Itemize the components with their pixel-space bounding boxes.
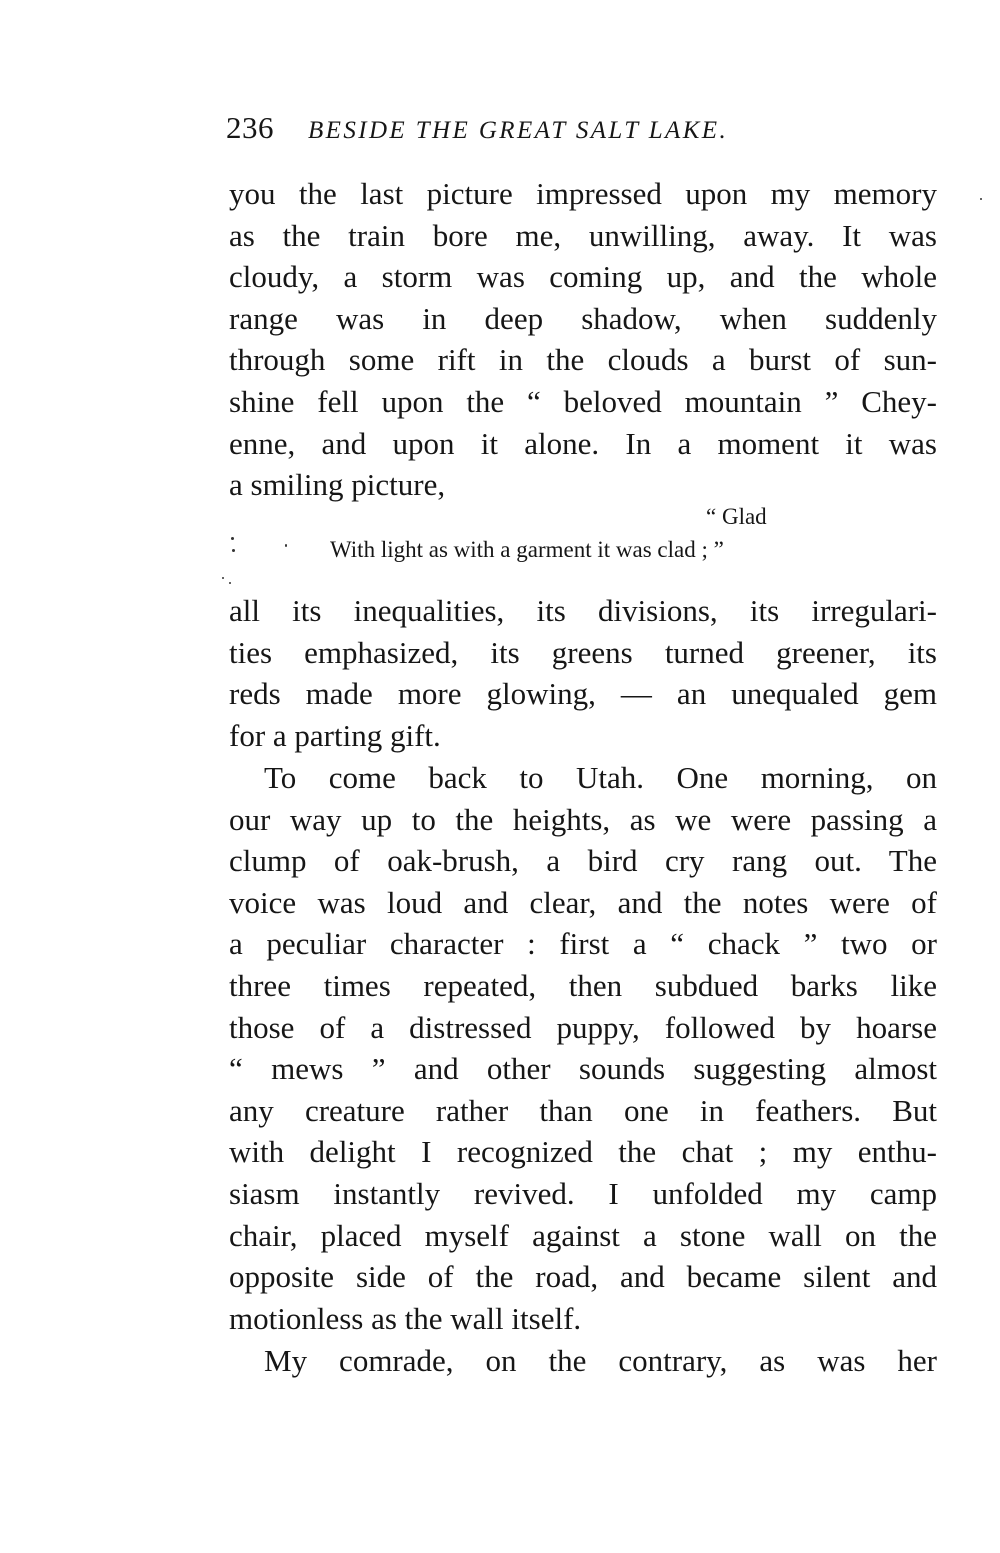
print-speck xyxy=(229,582,231,584)
text-line: range was in deep shadow, when suddenly xyxy=(229,300,937,336)
text-line: as the train bore me, unwilling, away. It was xyxy=(229,217,937,253)
paragraph-4 xyxy=(229,1340,937,1382)
text-line: cloudy, a storm was coming up, and the whole xyxy=(229,259,937,295)
text-line: My comrade, on the contrary, as was her xyxy=(264,1343,937,1378)
text-line: three times repeated, then subdued barks like xyxy=(229,967,937,1003)
print-speck xyxy=(232,549,235,552)
print-speck xyxy=(980,198,982,200)
text-line: ties emphasized, its greens turned greener, its xyxy=(229,634,937,670)
text-line: with delight I recognized the chat ; my enthu- xyxy=(229,1134,937,1170)
text-line: a peculiar character : first a “ chack ” two or xyxy=(229,926,937,962)
page-number: 236 xyxy=(226,110,274,145)
print-speck xyxy=(231,537,234,540)
paragraph-1 xyxy=(229,173,937,506)
quotation-line-2: With light as with a garment it was clad ; ” xyxy=(330,537,724,562)
text-line: a smiling picture, xyxy=(229,467,446,503)
text-line: chair, placed myself against a stone wall on the xyxy=(229,1217,937,1253)
text-line: opposite side of the road, and became silent and xyxy=(229,1259,937,1295)
text-line: those of a distressed puppy, followed by hoarse xyxy=(229,1009,937,1045)
text-line: for a parting gift. xyxy=(229,717,441,753)
text-line: shine fell upon the “ beloved mountain ” Chey- xyxy=(229,383,937,419)
print-speck xyxy=(285,544,287,547)
text-line: our way up to the heights, as we were passing a xyxy=(229,801,937,837)
print-speck xyxy=(222,577,224,579)
text-line: motionless as the wall itself. xyxy=(229,1300,582,1336)
paragraph-2 xyxy=(229,590,937,756)
running-head: BESIDE THE GREAT SALT LAKE. xyxy=(308,117,729,144)
text-line: To come back to Utah. One morning, on xyxy=(264,760,937,795)
text-line: any creature rather than one in feathers. But xyxy=(229,1092,937,1128)
page-header xyxy=(226,110,936,154)
paragraph-3 xyxy=(229,757,937,1339)
text-line: enne, and upon it alone. In a moment it was xyxy=(229,425,937,461)
quotation-line-1: “ Glad xyxy=(706,504,767,529)
text-line: clump of oak-brush, a bird cry rang out. The xyxy=(229,843,937,879)
text-line: reds made more glowing, — an unequaled gem xyxy=(229,676,937,712)
text-line: siasm instantly revived. I unfolded my camp xyxy=(229,1175,937,1211)
text-line: “ mews ” and other sounds suggesting almost xyxy=(229,1051,937,1087)
text-line: through some rift in the clouds a burst of sun- xyxy=(229,342,937,378)
text-line: you the last picture impressed upon my memory xyxy=(229,176,937,211)
text-line: voice was loud and clear, and the notes were of xyxy=(229,884,937,920)
text-line: all its inequalities, its divisions, its irregulari- xyxy=(229,593,937,628)
